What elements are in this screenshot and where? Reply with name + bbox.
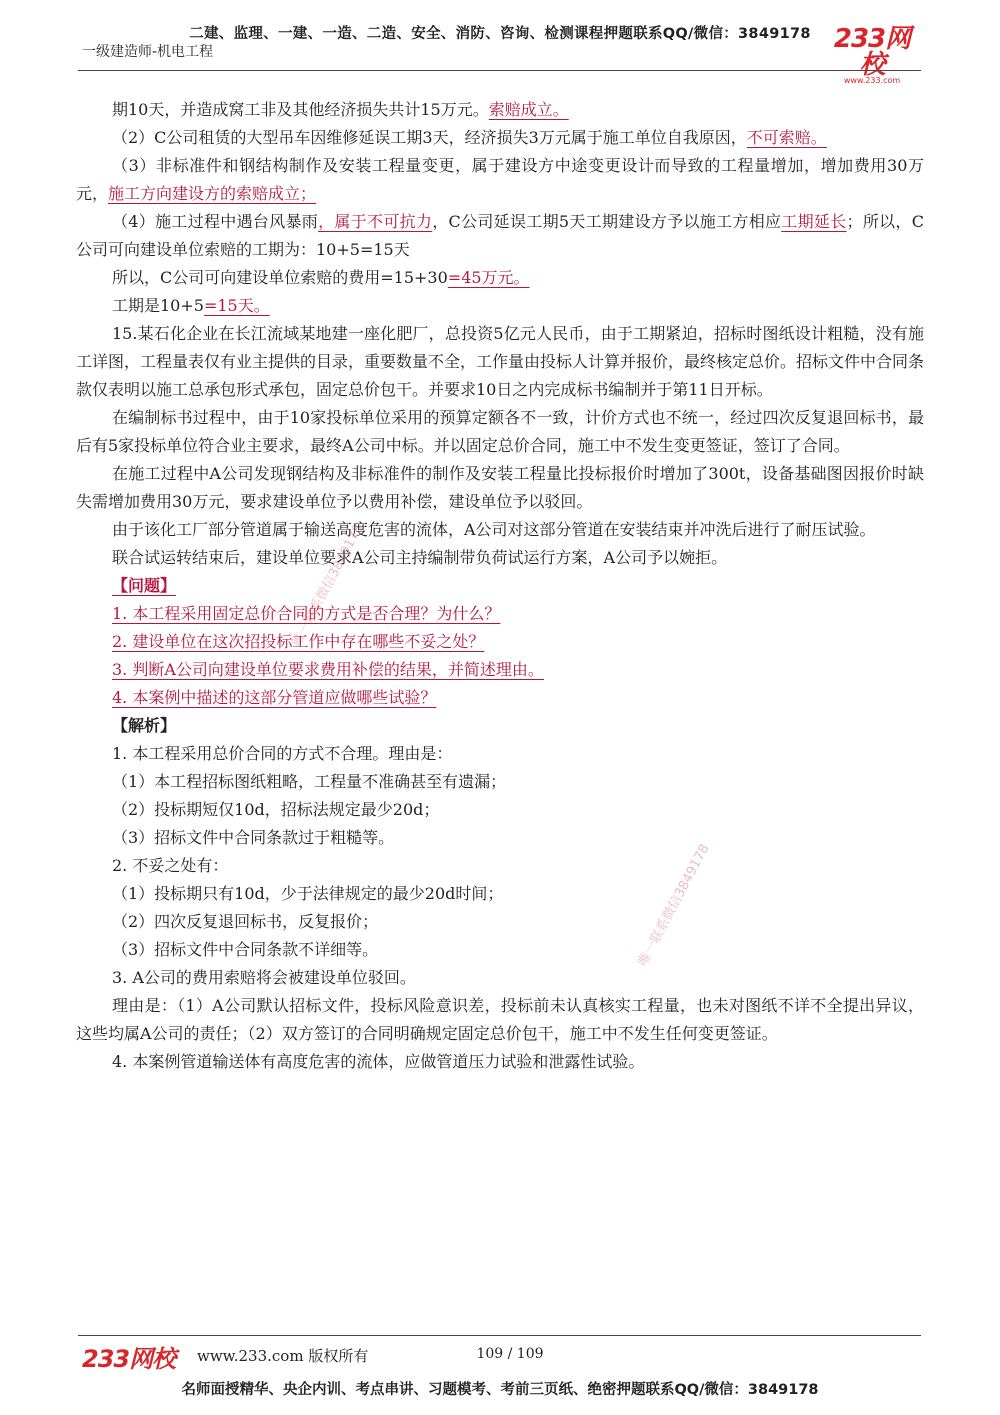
- highlight-answer: 施工方向建设方的索赔成立；: [108, 184, 317, 203]
- footer-logo: 233网校: [82, 1345, 176, 1373]
- paragraph: 由于该化工厂部分管道属于输送高度危害的流体，A公司对这部分管道在安装结束并冲洗后进行了耐压试验。: [112, 520, 876, 539]
- answer-line: （1）投标期只有10d，少于法律规定的最少20d时间；: [112, 884, 504, 903]
- footer-banner: 名师面授精华、央企内训、考点串讲、习题模考、考前三页纸、绝密押题联系QQ/微信：3849178: [181, 1382, 819, 1398]
- case-intro: 15.某石化企业在长江流域某地建一座化肥厂，总投资5亿元人民币，由于工期紧迫，招标时图纸设计粗糙，没有施工详图，工程量表仅有业主提供的目录，重要数量不全，工作量由投标人计算并报价，最终核定总价。招标文件中合同条款仅表明以施工总承包形式承包，固定总价包干。并要求10日之内完成标书编制并于第11日开标。: [76, 324, 925, 399]
- paragraph: 所以，C公司可向建设单位索赔的费用=15+30=45万元。: [112, 268, 530, 287]
- answer-line: 1. 本工程采用总价合同的方式不合理。理由是：: [112, 744, 453, 763]
- answer-line: （1）本工程招标图纸粗略，工程量不准确甚至有遗漏；: [112, 772, 507, 791]
- document-subtitle: 一级建造师-机电工程: [82, 44, 214, 60]
- paragraph: 联合试运转结束后，建设单位要求A公司主持编制带负荷试运行方案，A公司予以婉拒。: [112, 548, 728, 567]
- watermark: 唯一联系微信3849178: [289, 521, 367, 649]
- question-item: 3. 判断A公司向建设单位要求费用补偿的结果，并简述理由。: [112, 660, 544, 679]
- footer-copyright: www.233.com 版权所有: [197, 1347, 369, 1365]
- answer-line: 2. 不妥之处有：: [112, 856, 229, 875]
- paragraph: 在施工过程中A公司发现钢结构及非标准件的制作及安装工程量比投标报价时增加了300t，设备基础图因报价时缺失需增加费用30万元，要求建设单位予以费用补偿，建设单位予以驳回。: [76, 464, 924, 511]
- brand-logo: [822, 26, 922, 85]
- paragraph: 期10天，并造成窝工非及其他经济损失共计15万元。索赔成立。: [112, 100, 569, 119]
- answers-heading: 【解析】: [112, 716, 177, 735]
- question-item: 1. 本工程采用固定总价合同的方式是否合理？为什么？: [112, 604, 501, 623]
- brand-logo-site: www.233.com: [843, 76, 901, 85]
- answer-line: （3）招标文件中合同条款不详细等。: [112, 940, 379, 959]
- highlight-answer: =45万元。: [447, 268, 530, 287]
- paragraph: 工期是10+5=15天。: [112, 296, 270, 315]
- highlight-answer: 工期延长: [781, 212, 847, 231]
- paragraph: （2）C公司租赁的大型吊车因维修延误工期3天，经济损失3万元属于施工单位自我原因，不可索赔。: [112, 128, 827, 147]
- footer-divider: [78, 1335, 921, 1336]
- brand-logo-mark: 233网校: [833, 24, 911, 80]
- header-banner: 二建、监理、一建、一造、二造、安全、消防、咨询、检测课程押题联系QQ/微信：3849178: [189, 26, 811, 42]
- paragraph: （3）非标准件和钢结构制作及安装工程量变更，属于建设方中途变更设计而导致的工程量增加，增加费用30万元，施工方向建设方的索赔成立；: [76, 156, 924, 203]
- answer-line: 3. A公司的费用索赔将会被建设单位驳回。: [112, 968, 416, 987]
- highlight-answer: 不可索赔。: [746, 128, 827, 147]
- header-divider: [78, 70, 921, 71]
- answer-line: （2）投标期短仅10d，招标法规定最少20d；: [112, 800, 440, 819]
- paragraph: （4）施工过程中遇台风暴雨，属于不可抗力，C公司延误工期5天工期建设方予以施工方相应工期延长；所以，C公司可向建设单位索赔的工期为：10+5=15天: [76, 212, 924, 259]
- paragraph: 在编制标书过程中，由于10家投标单位采用的预算定额各不一致，计价方式也不统一，经过四次反复退回标书，最后有5家投标单位符合业主要求，最终A公司中标。并以固定总价合同，施工中不发生变更签证，签订了合同。: [76, 408, 924, 455]
- question-item: 2. 建设单位在这次招投标工作中存在哪些不妥之处？: [112, 632, 485, 651]
- page-number: 109 / 109: [476, 1346, 544, 1362]
- question-item: 4. 本案例中描述的这部分管道应做哪些试验？: [112, 688, 437, 707]
- answer-line: （3）招标文件中合同条款过于粗糙等。: [112, 828, 395, 847]
- highlight-answer: =15天。: [203, 296, 270, 315]
- answer-reason: 理由是：（1）A公司默认招标文件，投标风险意识差，投标前未认真核实工程量，也未对图纸不详不全提出异议，这些均属A公司的责任；（2）双方签订的合同明确规定固定总价包干，施工中不发生任何变更签证。: [76, 996, 924, 1043]
- answer-line: （2）四次反复退回标书，反复报价；: [112, 912, 379, 931]
- watermark: 唯一联系微信3849178: [635, 841, 713, 969]
- answer-line: 4. 本案例管道输送体有高度危害的流体，应做管道压力试验和泄露性试验。: [112, 1052, 645, 1071]
- highlight-answer: 索赔成立。: [488, 100, 569, 119]
- questions-heading: 【问题】: [112, 576, 177, 595]
- highlight-answer: ，属于不可抗力: [318, 212, 433, 231]
- document-body: [76, 96, 924, 1076]
